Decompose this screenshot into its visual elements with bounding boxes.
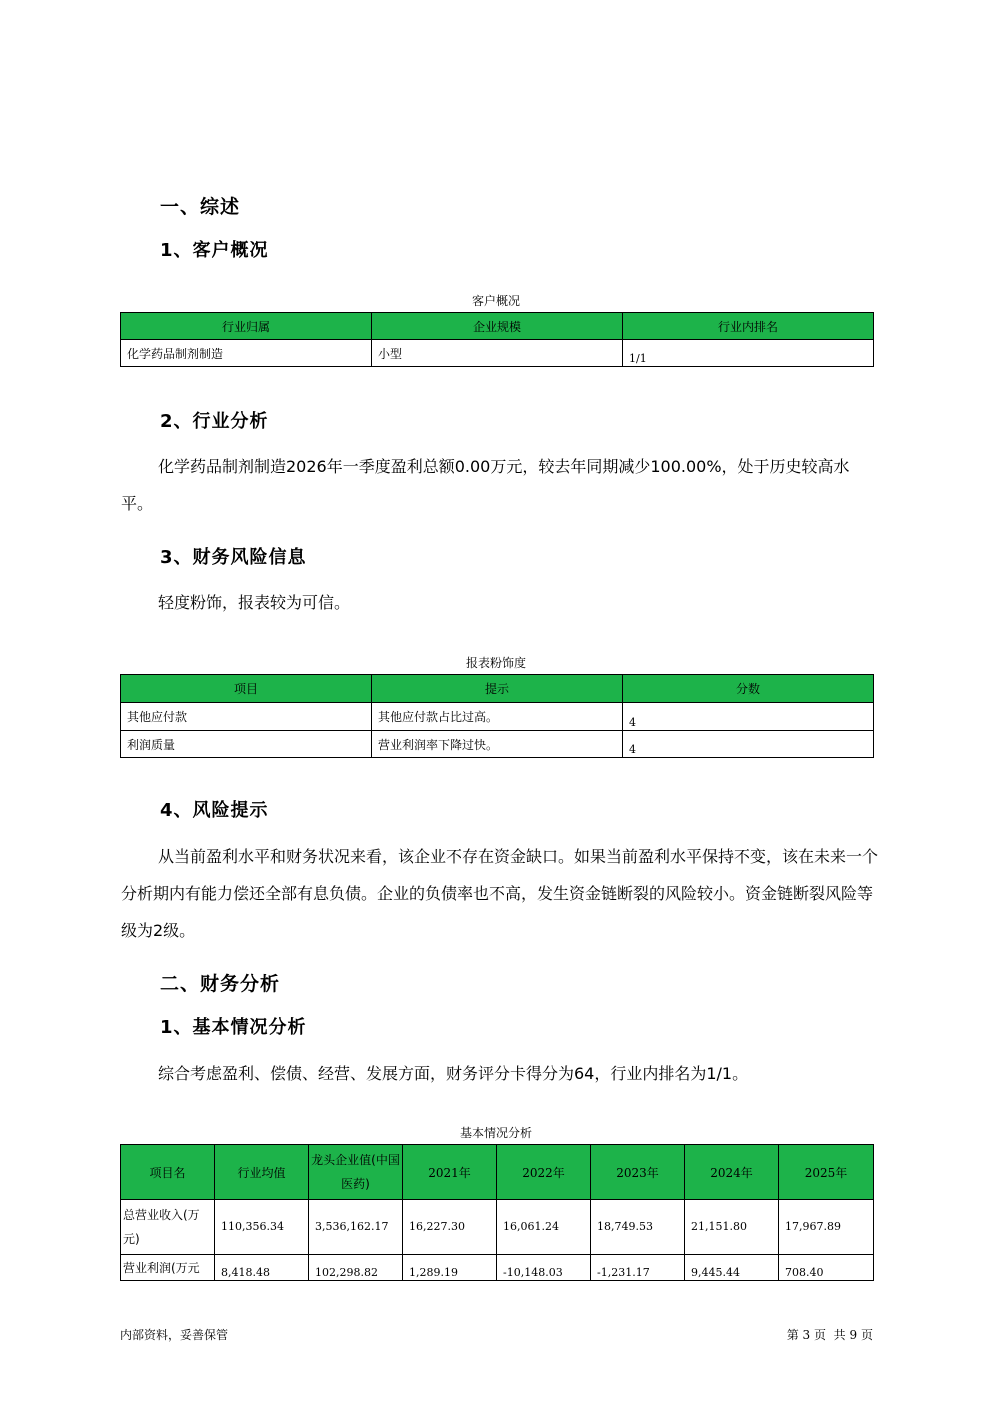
risk-warning-paragraph: 从当前盈利水平和财务状况来看，该企业不存在资金缺口。如果当前盈利水平保持不变，该在未来一个分析期内有能力偿还全部有息负债。企业的负债率也不高，发生资金链断裂的风险较小。资金链断裂风险等级为2级。 [121,847,879,940]
table-cell: 营业利润率下降过快。 [372,731,623,758]
table-cell: 21,151.80 [685,1200,779,1255]
table-row [121,731,874,758]
table-cell: 营业利润(万元 [121,1255,215,1281]
industry-paragraph: 化学药品制剂制造2026年一季度盈利总额0.00万元，较去年同期减少100.00%，处于历史较高水平。 [121,457,850,513]
section-title-overview: 一、综述 [160,196,241,218]
page-current: 3 [802,1328,811,1342]
basic-table-caption: 基本情况分析 [459,1126,532,1140]
section-title-risk-warning: 4、风险提示 [160,800,269,821]
table-header: 2024年 [685,1145,779,1200]
customer-table-caption: 客户概况 [471,294,520,308]
table-header: 2023年 [591,1145,685,1200]
section-title-risk-info: 3、财务风险信息 [160,547,307,568]
table-header: 2025年 [779,1145,874,1200]
table-cell: 16,227.30 [403,1200,497,1255]
table-cell: 其他应付款占比过高。 [372,703,623,731]
table-cell: 1,289.19 [403,1255,497,1281]
table-header: 行业归属 [121,313,372,340]
table-row [121,1200,874,1255]
table-cell: 4 [623,703,874,731]
embellish-table [120,674,874,758]
customer-table [120,312,874,367]
table-cell: -10,148.03 [497,1255,591,1281]
table-cell: 3,536,162.17 [309,1200,403,1255]
table-header: 龙头企业值(中国医药) [309,1145,403,1200]
table-header: 项目名 [121,1145,215,1200]
table-cell: 其他应付款 [121,703,372,731]
footer-note: 内部资料，妥善保管 [120,1328,229,1342]
table-header: 分数 [623,675,874,703]
table-cell: 4 [623,731,874,758]
table-row [121,703,874,731]
table-header: 提示 [372,675,623,703]
table-cell: 总营业收入(万元) [121,1200,215,1255]
table-cell: 18,749.53 [591,1200,685,1255]
table-cell: 708.40 [779,1255,874,1281]
table-cell: 9,445.44 [685,1255,779,1281]
table-row [121,1255,874,1281]
table-row [121,340,874,367]
section-title-financial: 二、财务分析 [160,973,281,995]
table-cell: 利润质量 [121,731,372,758]
table-cell: -1,231.17 [591,1255,685,1281]
table-header: 企业规模 [372,313,623,340]
table-header: 2021年 [403,1145,497,1200]
page-label: 共 [833,1328,846,1342]
table-header: 项目 [121,675,372,703]
embellish-table-caption: 报表粉饰度 [465,656,526,670]
page-label: 页 [860,1328,873,1342]
table-header: 行业内排名 [623,313,874,340]
section-title-basic: 1、基本情况分析 [160,1017,307,1038]
table-cell: 102,298.82 [309,1255,403,1281]
table-header: 2022年 [497,1145,591,1200]
section-title-customer: 1、客户概况 [160,240,269,261]
table-cell: 16,061.24 [497,1200,591,1255]
basic-paragraph: 综合考虑盈利、偿债、经营、发展方面，财务评分卡得分为64，行业内排名为1/1。 [158,1064,749,1083]
table-cell: 1/1 [623,340,874,367]
table-header: 行业均值 [215,1145,309,1200]
table-cell: 化学药品制剂制造 [121,340,372,367]
section-title-industry: 2、行业分析 [160,411,269,432]
basic-table [120,1144,874,1281]
page-label: 页 [814,1328,827,1342]
footer-page-number [765,1326,873,1343]
risk-info-paragraph: 轻度粉饰，报表较为可信。 [158,593,351,612]
table-cell: 8,418.48 [215,1255,309,1281]
table-cell: 小型 [372,340,623,367]
table-cell: 110,356.34 [215,1200,309,1255]
page-label: 第 [786,1328,799,1342]
table-cell: 17,967.89 [779,1200,874,1255]
page-total: 9 [849,1328,858,1342]
